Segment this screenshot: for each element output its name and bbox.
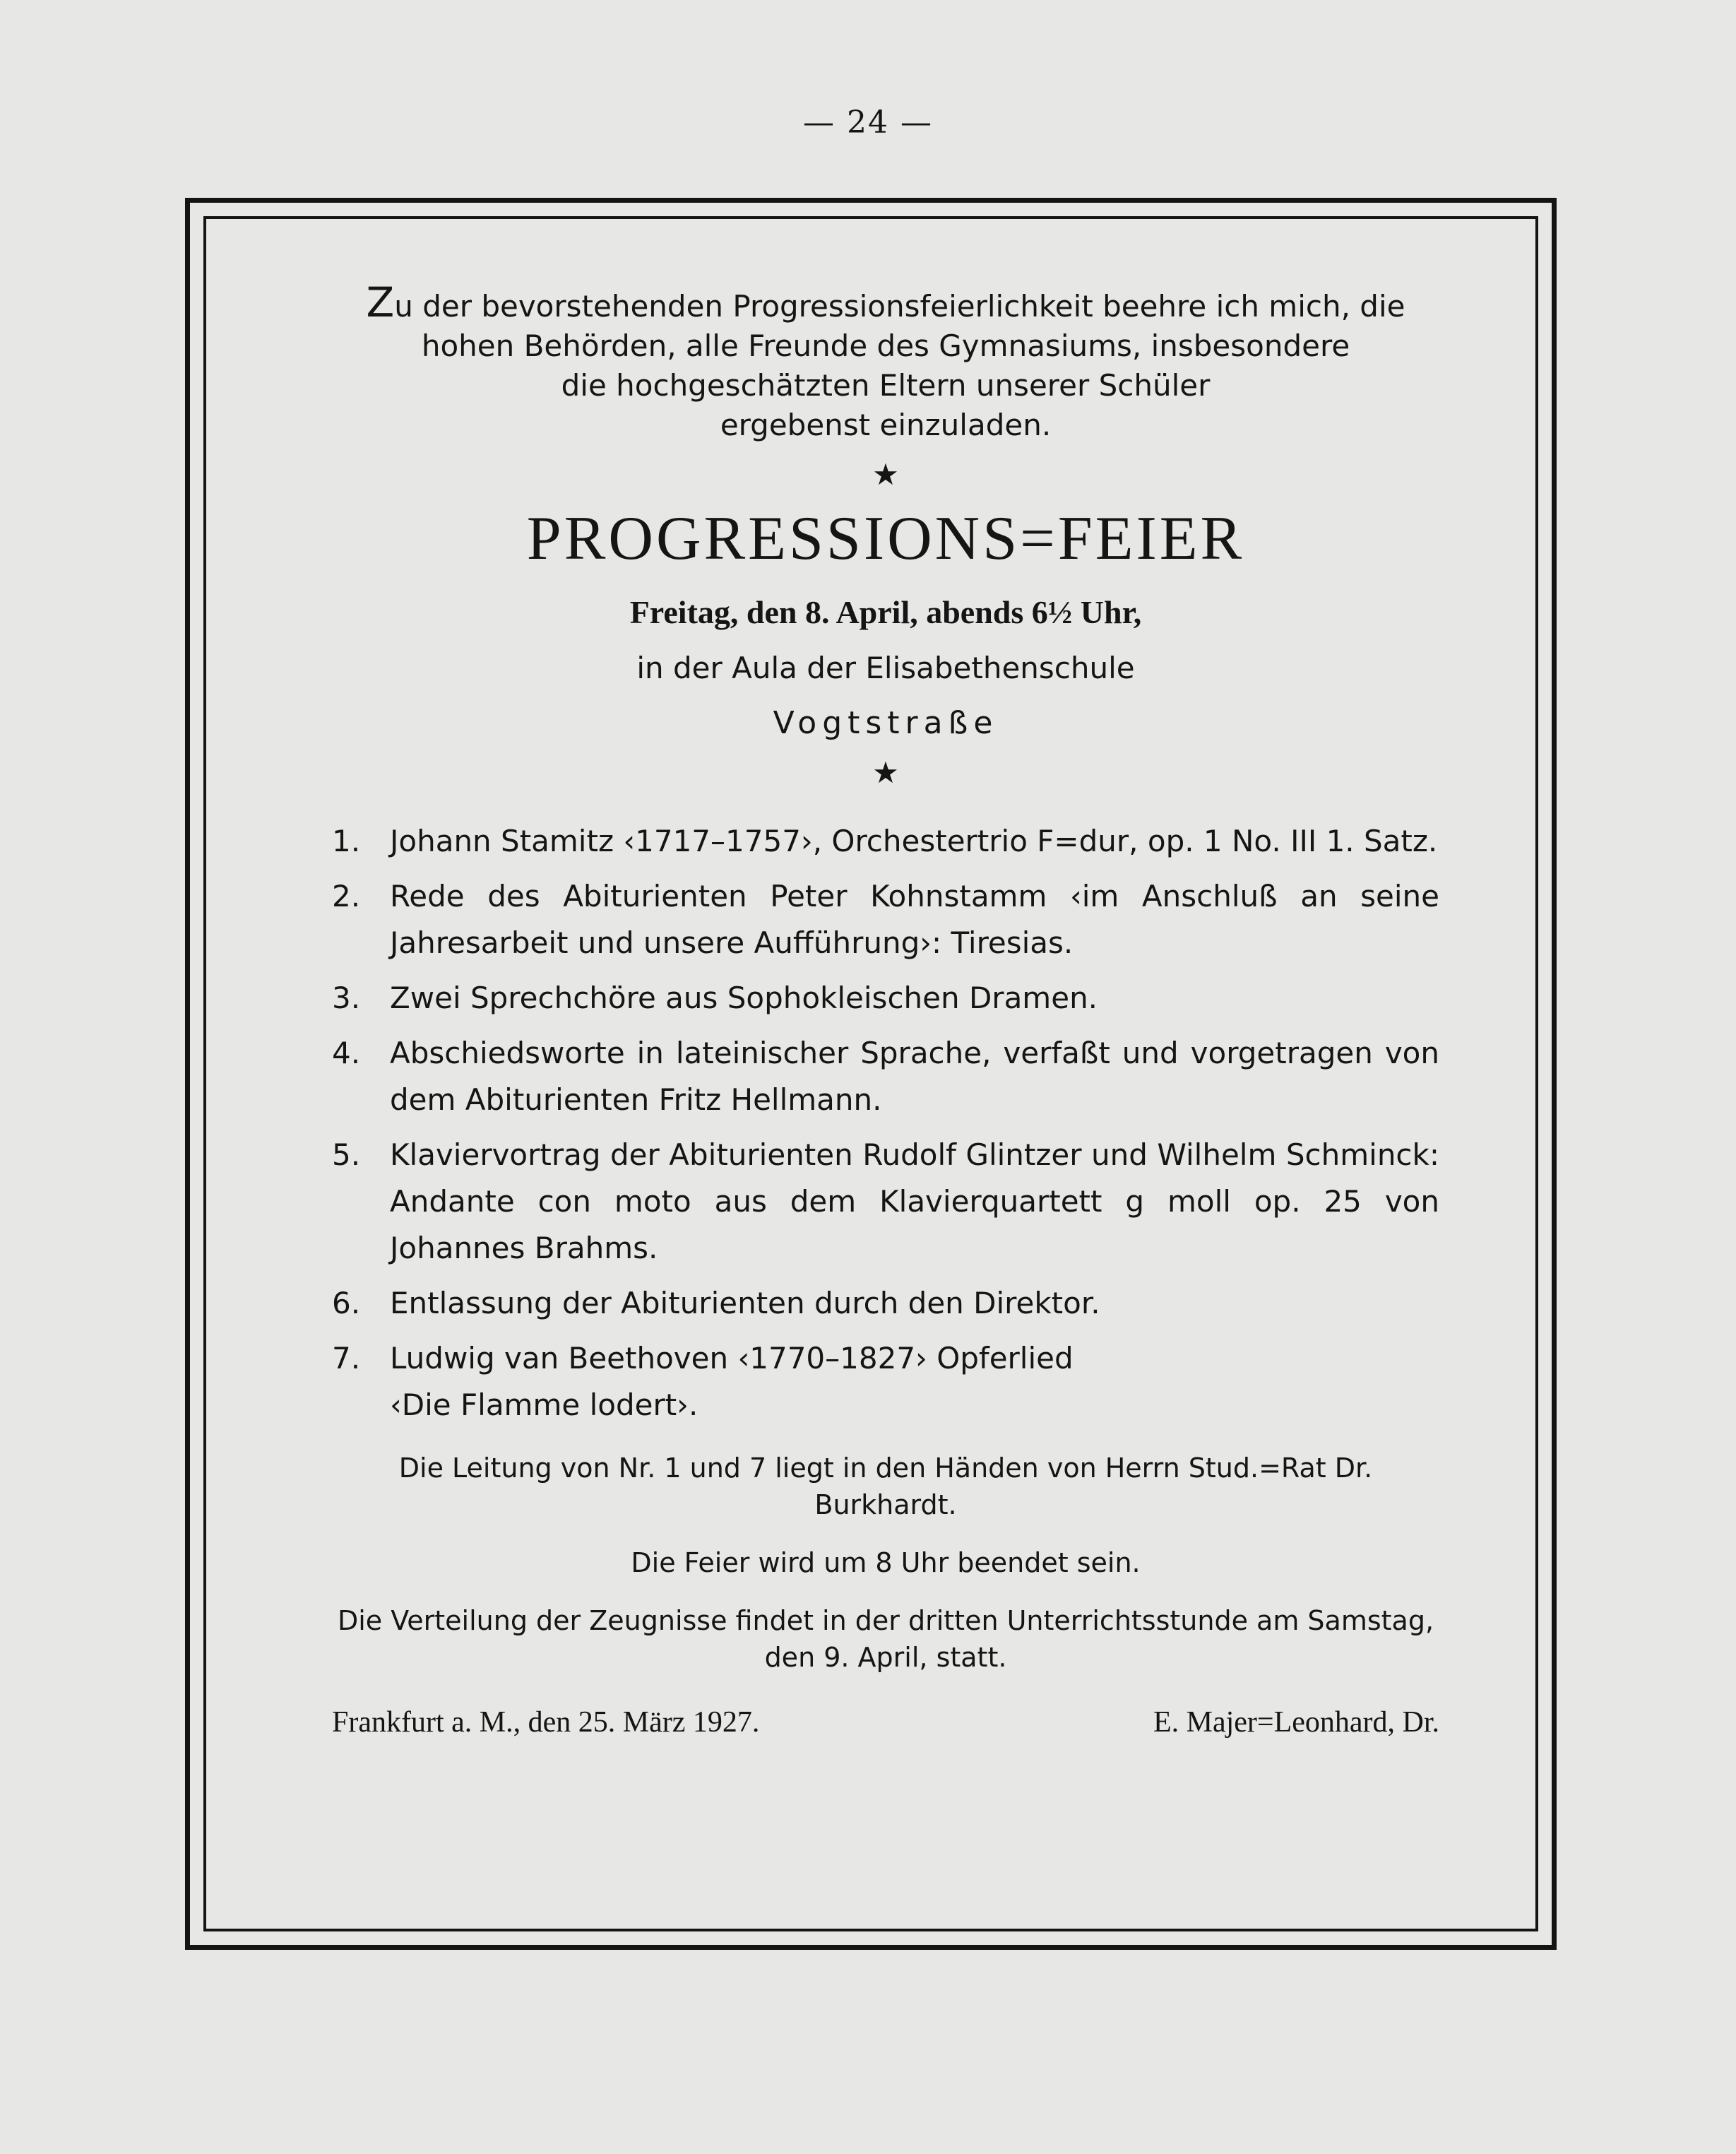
invitation-line-4: ergebenst einzuladen. xyxy=(720,408,1052,442)
program-item-subtitle: ‹Die Flamme lodert›. xyxy=(390,1387,698,1422)
program-item-number: 5. xyxy=(332,1137,361,1172)
program-item-number: 7. xyxy=(332,1341,361,1375)
event-date: Freitag, den 8. April, abends 6½ Uhr, xyxy=(629,594,1142,630)
program-item-text: Rede des Abiturienten Peter Kohnstamm ‹im Anschluß an seine Jahresarbeit und unsere Aufführung›: Tiresias. xyxy=(390,879,1439,960)
program-item xyxy=(332,1132,1439,1272)
star-ornament: ★ xyxy=(872,755,899,790)
program-item-text: Ludwig van Beethoven ‹1770–1827› Opferlied xyxy=(390,1341,1074,1375)
program-item-number: 6. xyxy=(332,1286,361,1320)
program-content xyxy=(332,278,1439,1739)
program-item-text: Zwei Sprechchöre aus Sophokleischen Dramen. xyxy=(390,981,1098,1015)
program-item xyxy=(332,873,1439,966)
program-item-text-wrapper xyxy=(390,1335,1439,1428)
invitation-line-3: die hochgeschätzten Eltern unserer Schüler xyxy=(561,368,1211,403)
event-place: in der Aula der Elisabethenschule xyxy=(636,651,1135,685)
program-item xyxy=(332,1335,1439,1428)
program-item-number: 4. xyxy=(332,1036,361,1070)
invitation-line-1: u der bevorstehenden Progressionsfeierlichkeit beehre ich mich, die xyxy=(394,289,1405,324)
program-list xyxy=(332,818,1439,1428)
invitation-initial: Z xyxy=(366,278,395,326)
signature-row xyxy=(332,1705,1439,1739)
program-item-text: Abschiedsworte in lateinischer Sprache, verfaßt und vorgetragen von dem Abiturienten Fritz Hellmann. xyxy=(390,1036,1439,1117)
program-item-text: Johann Stamitz ‹1717–1757›, Orchestertrio F=dur, op. 1 No. III 1. Satz. xyxy=(390,824,1438,858)
invitation-line-2: hohen Behörden, alle Freunde des Gymnasiums, insbesondere xyxy=(421,329,1350,363)
program-item-number: 1. xyxy=(332,824,361,858)
event-title: PROGRESSIONS=FEIER xyxy=(526,504,1245,573)
invitation-text xyxy=(332,278,1439,445)
note-leitung: Die Leitung von Nr. 1 und 7 liegt in den Händen von Herrn Stud.=Rat Dr. Burkhardt. xyxy=(398,1452,1373,1520)
program-item-text: Klaviervortrag der Abiturienten Rudolf Glintzer und Wilhelm Schminck: Andante con moto aus dem Klavierquartett g moll op. 25 von Johannes Brahms. xyxy=(390,1137,1439,1265)
note-end-time: Die Feier wird um 8 Uhr beendet sein. xyxy=(631,1547,1141,1578)
program-item xyxy=(332,818,1439,865)
star-ornament: ★ xyxy=(872,457,899,492)
page-number: — 24 — xyxy=(803,105,933,141)
signature-place-date: Frankfurt a. M., den 25. März 1927. xyxy=(332,1706,760,1739)
program-item-number: 3. xyxy=(332,981,361,1015)
program-item-number: 2. xyxy=(332,879,361,913)
program-item-text: Entlassung der Abiturienten durch den Direktor. xyxy=(390,1286,1100,1320)
program-item xyxy=(332,975,1439,1022)
note-zeugnisse: Die Verteilung der Zeugnisse findet in der dritten Unterrichtsstunde am Samstag, den 9. April, statt. xyxy=(337,1605,1434,1673)
event-street: Vogtstraße xyxy=(773,705,999,741)
program-item xyxy=(332,1030,1439,1123)
program-item xyxy=(332,1280,1439,1327)
signature-name: E. Majer=Leonhard, Dr. xyxy=(1153,1706,1439,1739)
